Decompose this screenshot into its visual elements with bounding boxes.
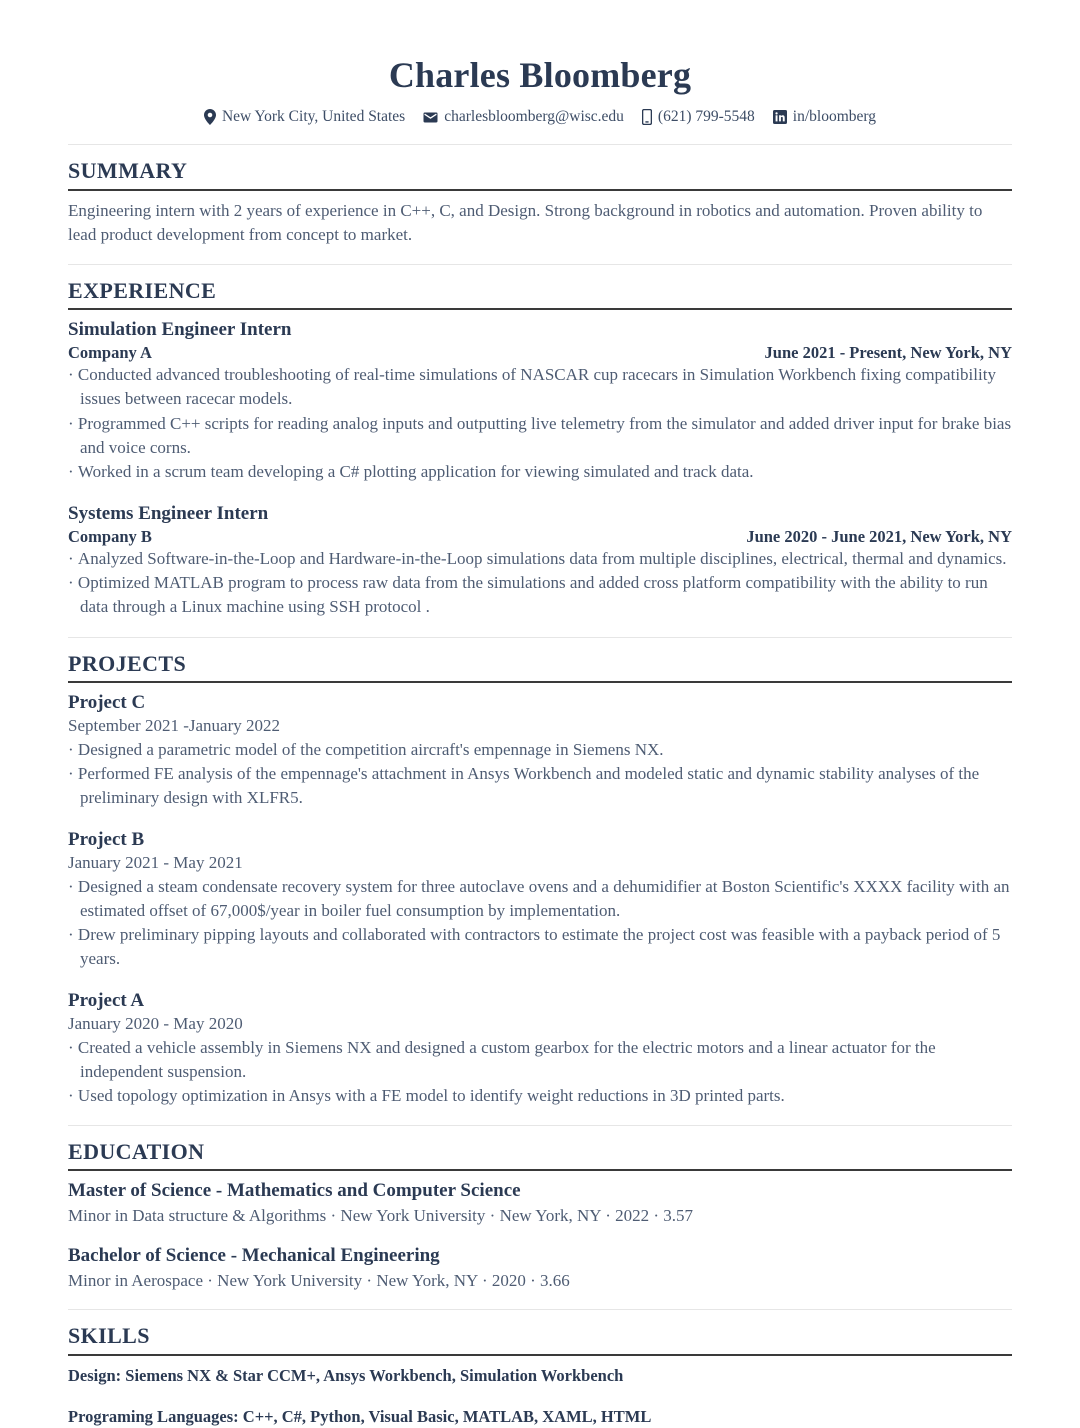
list-item: · Analyzed Software-in-the-Loop and Hardware-in-the-Loop simulations data from multiple disciplines, electrical, thermal and dynamics.	[68, 547, 1012, 571]
project-date: September 2021 -January 2022	[68, 715, 280, 735]
section-rule	[68, 189, 1012, 191]
section-rule	[68, 681, 1012, 683]
project-title: Project A	[68, 990, 145, 1012]
contact-location	[204, 107, 405, 127]
experience-dates-location: June 2020 - June 2021, New York, NY	[746, 526, 1012, 546]
section-rule	[68, 1169, 1012, 1171]
experience-entry-row	[68, 342, 1012, 363]
section-title-projects: PROJECTS	[68, 650, 187, 676]
list-item: · Drew preliminary pipping layouts and collaborated with contractors to estimate the project cost was feasible with a payback period of 5 years.	[68, 923, 1012, 971]
project-bullets	[68, 738, 1012, 810]
contact-linkedin	[773, 107, 876, 127]
education-entry	[68, 1179, 1012, 1227]
experience-bullets	[68, 363, 1012, 484]
divider	[68, 144, 1012, 145]
experience-company: Company A	[68, 342, 152, 362]
mobile-phone-icon	[642, 109, 652, 125]
section-projects	[68, 651, 1012, 1109]
project-title: Project C	[68, 691, 146, 713]
contact-phone-text: (621) 799-5548	[657, 108, 755, 126]
contact-phone	[642, 107, 755, 127]
section-education	[68, 1139, 1012, 1292]
divider	[68, 1125, 1012, 1126]
list-item: · Used topology optimization in Ansys with a FE model to identify weight reductions in 3D printed parts.	[68, 1084, 1012, 1108]
experience-dates-location: June 2021 - Present, New York, NY	[764, 342, 1012, 362]
education-entry	[68, 1244, 1012, 1292]
education-degree: Bachelor of Science - Mechanical Engineering	[68, 1244, 440, 1266]
list-item: · Programmed C++ scripts for reading analog inputs and outputting live telemetry from the simulator and added driver input for brake bias and voice corns.	[68, 412, 1012, 460]
list-item: · Designed a parametric model of the competition aircraft's empennage in Siemens NX.	[68, 738, 1012, 762]
contact-location-text: New York City, United States	[221, 108, 406, 126]
divider	[68, 264, 1012, 265]
divider	[68, 1309, 1012, 1310]
section-title-summary: SUMMARY	[68, 158, 188, 184]
experience-bullets	[68, 547, 1012, 619]
section-title-experience: EXPERIENCE	[68, 277, 217, 303]
experience-job-title: Systems Engineer Intern	[68, 502, 269, 524]
contact-linkedin-text: in/bloomberg	[792, 108, 877, 126]
location-pin-icon	[204, 109, 216, 125]
experience-entry-row	[68, 526, 1012, 547]
section-title-education: EDUCATION	[68, 1139, 205, 1165]
project-title: Project B	[68, 828, 145, 850]
contact-email	[423, 107, 624, 127]
envelope-icon	[423, 112, 438, 123]
experience-entry	[68, 502, 1012, 620]
project-entry	[68, 691, 1012, 810]
list-item: · Conducted advanced troubleshooting of real-time simulations of NASCAR cup racecars in Simulation Workbench fixing compatibility issues between racecar models.	[68, 363, 1012, 411]
project-entry	[68, 989, 1012, 1108]
section-skills	[68, 1323, 1012, 1427]
project-entry	[68, 828, 1012, 971]
education-details: Minor in Data structure & Algorithms · New York University · New York, NY · 2022 · 3.57	[68, 1206, 694, 1226]
experience-job-title: Simulation Engineer Intern	[68, 319, 292, 341]
education-details: Minor in Aerospace · New York University · New York, NY · 2020 · 3.66	[68, 1270, 570, 1290]
linkedin-icon	[773, 110, 787, 124]
education-degree: Master of Science - Mathematics and Computer Science	[68, 1180, 521, 1202]
list-item: · Worked in a scrum team developing a C# plotting application for viewing simulated and track data.	[68, 460, 1012, 484]
list-item: · Designed a steam condensate recovery system for three autoclave ovens and a dehumidifier at Boston Scientific's XXXX facility with an estimated offset of 67,000$/year in boiler fuel consumption by implementation.	[68, 875, 1012, 923]
resume-header	[68, 54, 1012, 127]
list-item: · Created a vehicle assembly in Siemens NX and designed a custom gearbox for the electric motors and a linear actuator for the independent suspension.	[68, 1036, 1012, 1084]
list-item: · Optimized MATLAB program to process raw data from the simulations and added cross platform compatibility with the ability to run data through a Linux machine using SSH protocol .	[68, 571, 1012, 619]
section-summary	[68, 158, 1012, 247]
project-date: January 2021 - May 2021	[68, 852, 243, 872]
section-rule	[68, 1354, 1012, 1356]
project-bullets	[68, 875, 1012, 972]
skills-programming-line: Programing Languages: C++, C#, Python, Visual Basic, MATLAB, XAML, HTML	[68, 1406, 652, 1426]
experience-company: Company B	[68, 526, 152, 546]
list-item: · Performed FE analysis of the empennage's attachment in Ansys Workbench and modeled static and dynamic stability analyses of the preliminary design with XLFR5.	[68, 762, 1012, 810]
section-rule	[68, 308, 1012, 310]
divider	[68, 637, 1012, 638]
project-date: January 2020 - May 2020	[68, 1013, 243, 1033]
section-experience	[68, 278, 1012, 620]
project-bullets	[68, 1036, 1012, 1108]
contact-email-text: charlesbloomberg@wisc.edu	[444, 108, 624, 126]
page-title: Charles Bloomberg	[388, 55, 692, 95]
summary-text: Engineering intern with 2 years of experience in C++, C, and Design. Strong background in robotics and automation. Proven ability to lead product development from concept to market.	[68, 200, 983, 244]
contact-line	[68, 107, 1012, 127]
experience-entry	[68, 318, 1012, 484]
skills-design-line: Design: Siemens NX & Star CCM+, Ansys Workbench, Simulation Workbench	[68, 1365, 624, 1385]
section-title-skills: SKILLS	[68, 1323, 150, 1349]
